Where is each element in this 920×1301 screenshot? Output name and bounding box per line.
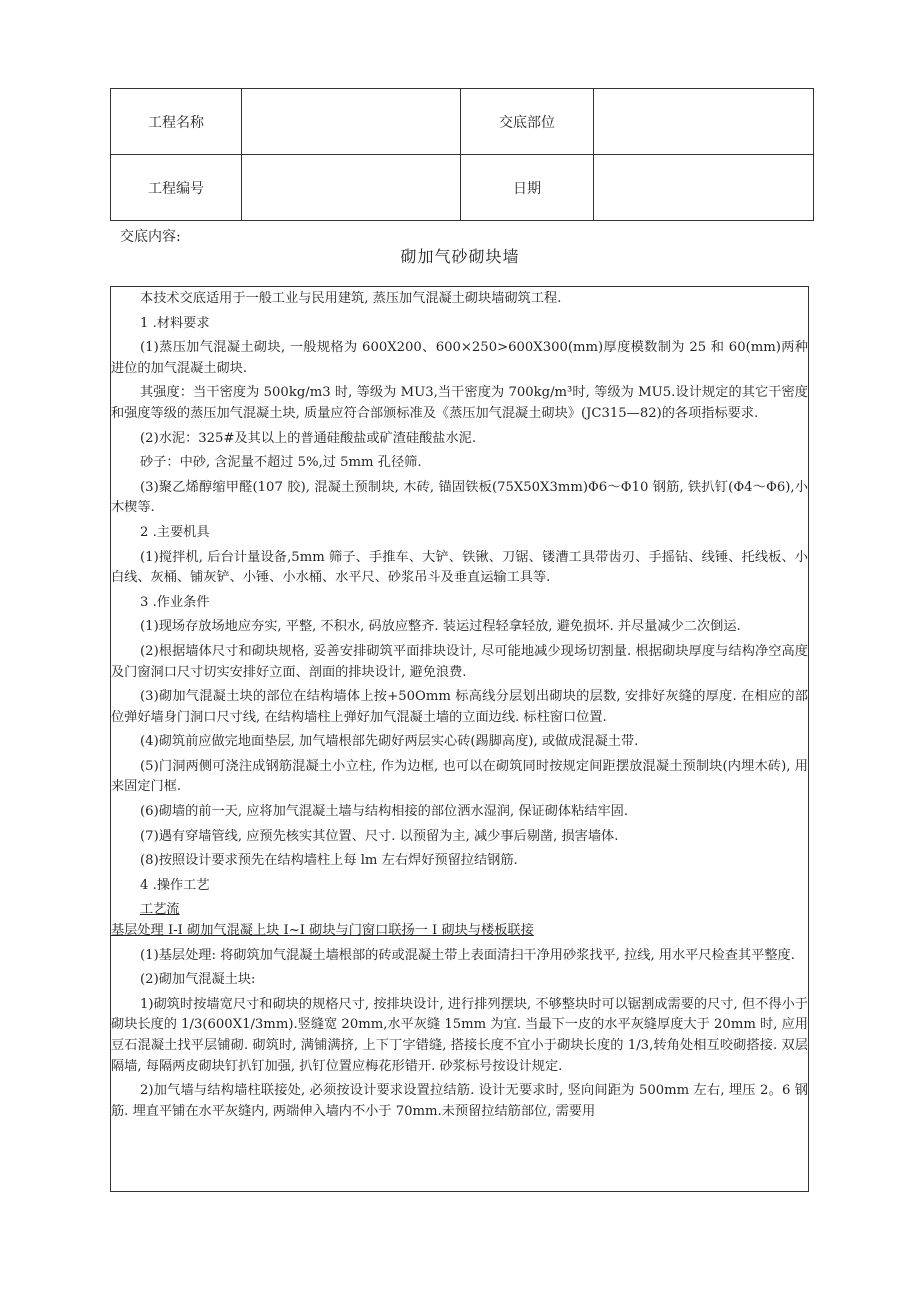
header-row-2 <box>111 155 814 221</box>
paragraph: (2)水泥：325#及其以上的普通硅酸盐或矿渣硅酸盐水泥. <box>140 430 477 446</box>
project-no-value <box>242 155 461 221</box>
paragraph: 砂子：中砂, 含泥量不超过 5%,过 5mm 孔径筛. <box>140 455 422 471</box>
paragraph: (1)搅拌机, 后台计量设备,5mm 筛子、手推车、大铲、铁锹、刀锯、镂漕工具带齿刃、手摇钻、线锤、托线板、小白线、灰桶、铺灰铲、小锤、小水桶、水平尺、砂浆吊斗及垂直运输工具等. <box>111 549 808 586</box>
document-title: 砌加气砂砌块墙 <box>400 247 520 266</box>
project-name-value <box>242 89 461 155</box>
section-heading-conditions: 3 .作业条件 <box>140 594 210 610</box>
paragraph-scope: 本技术交底适用于一般工业与民用建筑, 蒸压加气混凝土砌块墙砌筑工程. <box>140 291 562 306</box>
section-heading-process: 4 .操作工艺 <box>140 877 210 893</box>
content-label: 交底内容: <box>120 229 181 245</box>
paragraph: 2)加气墙与结构墙柱联接处, 必须按设计要求设置拉结筋. 设计无要求时, 竖向间距为 500mm 左右, 埋压 2。6 钢筋. 埋直平铺在水平灰缝内, 两端伸入墙内不小于 70mm.未预留拉结筋部位, 需要用 <box>111 1083 808 1119</box>
handover-part-label: 交底部位 <box>461 89 594 155</box>
project-no-label: 工程编号 <box>111 155 242 221</box>
content-box <box>110 286 809 1192</box>
header-row-1 <box>111 89 814 155</box>
paragraph: (4)砌筑前应做完地面垫层, 加气墙根部先砌好两层实心砖(踢脚高度), 或做成混凝土带. <box>140 734 639 750</box>
section-heading-tools: 2 .主要机具 <box>140 524 210 540</box>
date-label: 日期 <box>461 155 594 221</box>
project-name-label: 工程名称 <box>111 89 242 155</box>
date-value <box>594 155 814 221</box>
handover-part-value <box>594 89 814 155</box>
process-flow-heading: 工艺流 <box>140 902 180 918</box>
paragraph: (6)砌墙的前一天, 应将加气混凝土墙与结构相接的部位洒水湿润, 保证砌体粘结牢固. <box>140 804 629 820</box>
paragraph: (5)门洞两侧可浇注成钢筋混凝土小立柱, 作为边框, 也可以在砌筑同时按规定间距摆放混凝土预制块(内埋木砖), 用来固定门框. <box>111 758 808 795</box>
paragraph: (8)按照设计要求预先在结构墙柱上每 lm 左右焊好预留拉结钢筋. <box>140 853 518 869</box>
paragraph: (1)蒸压加气混凝土砌块, 一般规格为 600X200、600×250>600X300(mm)厚度模数制为 25 和 60(mm)两种进位的加气混凝土砌块. <box>111 340 808 376</box>
paragraph: (7)遇有穿墙管线, 应预先核实其位置、尺寸. 以预留为主, 减少事后剔凿, 损害墙体. <box>140 828 619 844</box>
paragraph: (1)现场存放场地应夯实, 平整, 不积水, 码放应整齐. 装运过程轻拿轻放, 避免损坏. 并尽量减少二次倒运. <box>140 619 741 635</box>
process-flow-line: 基层处理 I-I 砌加气混凝上块 I~I 砌块与门窗口联扬一 I 砌块与楼板联接 <box>111 923 534 939</box>
paragraph: (2)根据墙体尺寸和砌块规格, 妥善安排砌筑平面排块设计, 尽可能地减少现场切割量. 根据砌块厚度与结构净空高度及门窗洞口尺寸切实安排好立面、剖面的排块设计, 避免浪费. <box>111 643 808 680</box>
paragraph: 其强度：当干密度为 500kg/m3 时, 等级为 MU3,当干密度为 700kg/m³时, 等级为 MU5.设计规定的其它干密度和强度等级的蒸压加气混凝土块, 质量应符合部颁标准及《蒸压加气混凝土砌块》(JC315—82)的各项指标要求. <box>111 385 808 421</box>
paragraph: (2)砌加气混凝土块: <box>140 972 256 988</box>
paragraph: (3)聚乙烯醇缩甲醛(107 胶), 混凝土预制块, 木砖, 锚固铁板(75X50X3mm)Φ6～Φ10 钢筋, 铁扒钉(Φ4～Φ6),小木楔等. <box>111 479 808 516</box>
paragraph: (3)砌加气混凝土块的部位在结构墙体上按+50Omm 标高线分层划出砌块的层数, 安排好灰缝的厚度. 在相应的部位弹好墙身门洞口尺寸线, 在结构墙柱上弹好加气混凝土墙的立面边线. 标柱窗口位置. <box>111 689 808 725</box>
paragraph: 1)砌筑时按墙宽尺寸和砌块的规格尺寸, 按排块设计, 进行排列摆块, 不够整块时可以锯割成需要的尺寸, 但不得小于砌块长度的 1/3(600X1/3mm).竖缝宽 20mm,水平灰缝 15mm 为宜. 当最下一皮的水平灰缝厚度大于 20mm 时, 应用豆石混凝土找平层铺砌. 砌筑时, 满铺满挤, 上下丁字错缝, 搭接长度不宜小于砌块长度的 1/3,转角处相互咬砌搭接. 双层隔墙, 每隔两皮砌块钉扒钉加强, 扒钉位置应梅花形错开. 砂浆标号按设计规定. <box>111 996 808 1074</box>
header-table <box>110 88 814 221</box>
paragraph: (1)基层处理: 将砌筑加气混凝土墙根部的砖或混凝土带上表面清扫干净用砂浆找平, 拉线, 用水平尺检查其平整度. <box>140 947 795 963</box>
section-heading-materials: 1 .材料要求 <box>140 315 210 331</box>
